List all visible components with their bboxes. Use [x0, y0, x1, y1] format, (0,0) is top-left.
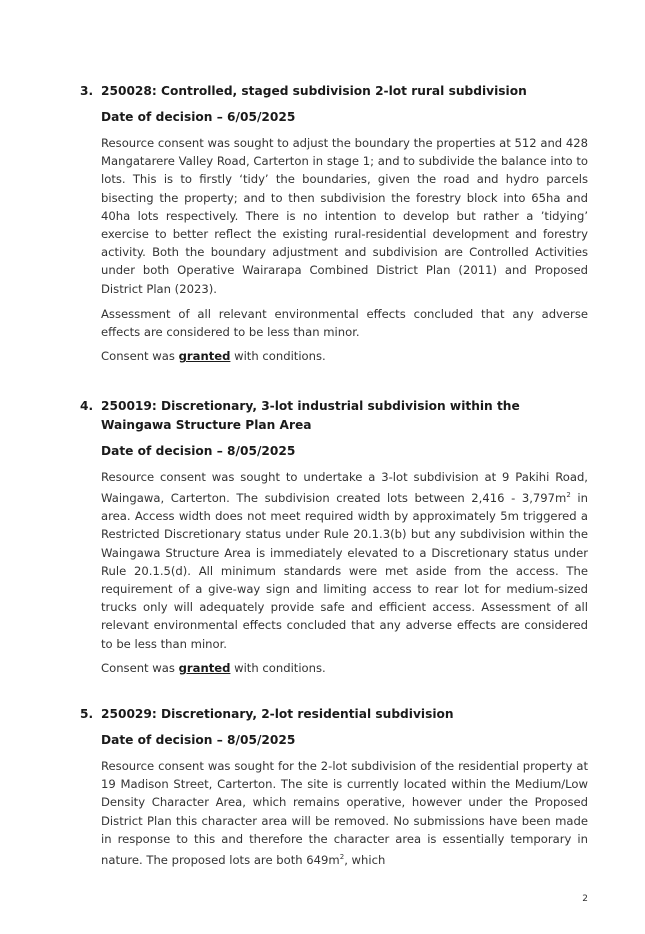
item-heading [80, 397, 588, 435]
consent-line [101, 659, 588, 677]
decision-date: Date of decision – 8/05/2025 [101, 444, 296, 458]
paragraph-text-end: in area. Access width does not meet required width by approximately 5m triggered a Restricted Discretionary status under Rule 20.1.3(b) but any subdivision within the Waingawa Structure Area is immediately elevated to a Discretionary status under Rule 20.1.5(d). All minimum standards were met aside from the access. The requirement of a give-way sign and limiting access to rear lot for medium-sized trucks only will adequately provide safe and efficient access. Assessment of all relevant environmental effects concluded that any adverse effects are considered to be less than minor. [101, 491, 588, 651]
consent-status: granted [178, 349, 231, 364]
consent-prefix: Consent was [101, 349, 179, 364]
decision-date: Date of decision – 8/05/2025 [101, 733, 296, 747]
item-body [101, 108, 588, 365]
paragraph-text-end: , which [344, 852, 386, 867]
item-title: 250028: Controlled, staged subdivision 2-lot rural subdivision [101, 84, 527, 98]
consent-line [101, 347, 588, 365]
paragraph-text-start: Resource consent was sought to undertake a 3-lot subdivision at 9 Pakihi Road, Waingawa, Carterton. The subdivision created lots between 2,416 - 3,797m [101, 470, 588, 506]
item-number: 4. [80, 399, 94, 413]
item-number: 5. [80, 707, 94, 721]
description-paragraph [101, 757, 588, 869]
description-paragraph: Resource consent was sought to adjust the boundary the properties at 512 and 428 Mangatarere Valley Road, Carterton in stage 1; and to subdivide the balance into to lots. This is to firstly ‘tidy’ the boundaries, given the road and hydro parcels bisecting the property; and to then subdivision the forestry block into 65ha and 40ha lots respectively. There is no intention to develop but rather a ’tidying’ exercise to better reflect the existing rural-residential development and forestry activity. Both the boundary adjustment and subdivision are Controlled Activities under both Operative Wairarapa Combined District Plan (2011) and Proposed District Plan (2023). [101, 136, 588, 296]
consent-status: granted [178, 660, 231, 675]
item-number: 3. [80, 84, 94, 98]
assessment-paragraph: Assessment of all relevant environmental effects concluded that any adverse effects are considered to be less than minor. [101, 306, 588, 340]
description-paragraph [101, 468, 588, 653]
item-title: 250029: Discretionary, 2-lot residential subdivision [101, 707, 454, 721]
decision-item-5 [80, 705, 588, 869]
decision-item-3 [80, 82, 588, 365]
consent-suffix: with conditions. [230, 660, 326, 675]
superscript-2: 2 [566, 491, 571, 500]
decision-date: Date of decision – 6/05/2025 [101, 110, 296, 124]
consent-suffix: with conditions. [230, 349, 326, 364]
item-body [101, 731, 588, 869]
item-heading [80, 82, 588, 101]
item-heading [80, 705, 588, 724]
paragraph-text-start: Resource consent was sought for the 2-lot subdivision of the residential property at 19 Madison Street, Carterton. The site is currently located within the Medium/Low Density Character Area, which remains operative, however under the Proposed District Plan this character area will be removed. No submissions have been made in response to this and therefore the character area is essentially temporary in nature. The proposed lots are both 649m [101, 759, 588, 867]
decision-item-4 [80, 397, 588, 677]
consent-prefix: Consent was [101, 660, 179, 675]
item-body [101, 442, 588, 677]
page-number: 2 [582, 894, 588, 904]
superscript-2: 2 [339, 853, 345, 862]
item-title: 250019: Discretionary, 3-lot industrial subdivision within the Waingawa Structure Plan Area [101, 399, 520, 432]
